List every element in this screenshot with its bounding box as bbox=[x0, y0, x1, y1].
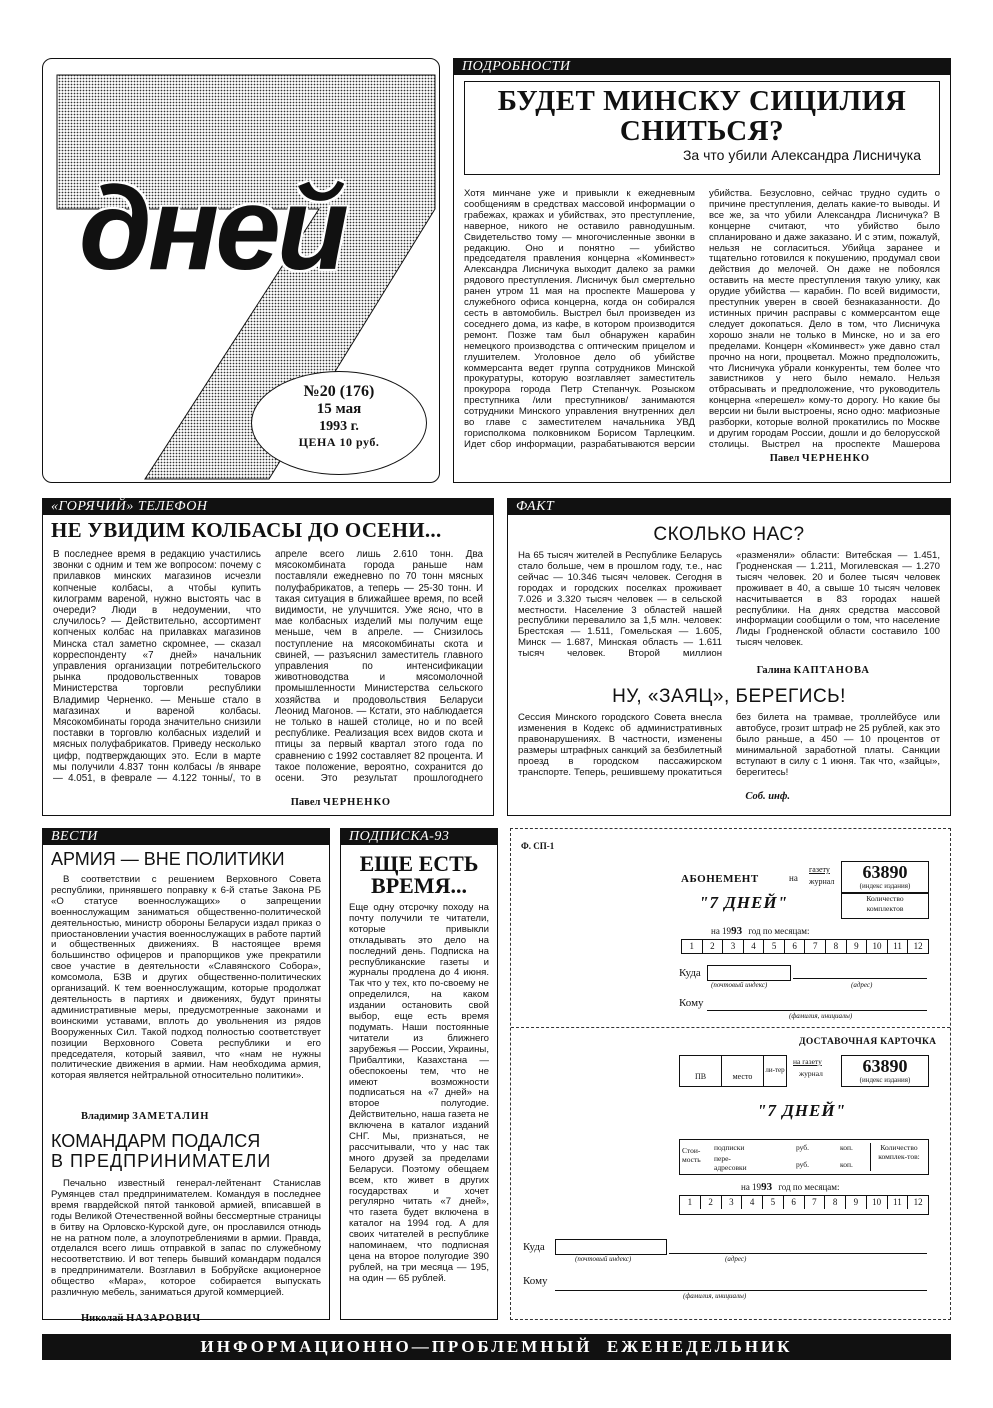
coupon-year-suffix: год по месяцам: bbox=[748, 926, 810, 936]
news-headline-2-line2: В ПРЕДПРИНИМАТЕЛИ bbox=[51, 1151, 272, 1171]
news-author1-last: ЗАМЕТАЛИН bbox=[132, 1111, 210, 1122]
delivery-month-2[interactable]: 2 bbox=[701, 1196, 722, 1209]
issue-price: ЦЕНА 10 руб. bbox=[298, 435, 380, 449]
news-body-1: В соответствии с решением Верховного Совета республики, принявшего поправку к 6-й статье Закона РБ «О статусе военнослужащих» о запрещении военнослужащим заниматься общественно-политической деятельностью, министр обороны Беларуси издал приказ о приостановлении участия военнослужащих в работе партий и общественных движениях. В настоящее время большинство офицеров и прапорщиков уже прекратили свое участие в деятельности «Славянского Собора», комсомола, БЗВ и других общественно-политических организаций. К тем военнослужащим, которые продолжат деятельность в партиях и движениях, будут приняты административные меры, предусмотренные законами и воинскими уставами, вплоть до увольнения из рядов Вооруженных Сил. Такой подход полностью соответствует позиции Верховного Совета республики и его председателя, который заявил, что «нам не нужны политические движения в армии. Нам необходима армия, которая является нейтральной относительно политики». bbox=[51, 875, 321, 1082]
lead-author-first: Павел bbox=[769, 453, 800, 464]
section-label-hotline: «ГОРЯЧИЙ» ТЕЛЕФОН bbox=[43, 499, 493, 515]
delivery-liter: ли-тер bbox=[765, 1066, 785, 1074]
news-headline-1: АРМИЯ — ВНЕ ПОЛИТИКИ bbox=[51, 849, 285, 869]
issue-year: 1993 г. bbox=[319, 419, 359, 434]
coupon-index-caption: (индекс издания) bbox=[859, 882, 911, 890]
coupon-year-row bbox=[711, 925, 809, 937]
footer-banner bbox=[42, 1334, 951, 1360]
issue-info-oval bbox=[251, 371, 427, 475]
coupon-form-code: Ф. СП-1 bbox=[521, 841, 555, 851]
delivery-year-suffix: год по месяцам: bbox=[778, 1182, 840, 1192]
delivery-card-label: ДОСТАВОЧНАЯ КАРТОЧКА bbox=[799, 1037, 937, 1047]
delivery-month-3[interactable]: 3 bbox=[722, 1196, 743, 1209]
delivery-address-field[interactable] bbox=[669, 1252, 927, 1254]
hotline-article bbox=[42, 498, 494, 816]
subscription-body: Еще одну отсрочку походу на почту получили те читатели, которые привыкли откладывать это дело на последний день. Подписка на республиканские газеты и журналы продлена до 4 июня. Так что у тех, кто по-своему не определился, на каком издании остановить свой выбор, еще есть время подумать. Наши постоянные читатели из ближнего зарубежья — России, Украины, Прибалтики, Казахстана — обеспокоены тем, что не имеют возможности подписаться на «7 дней» на второе полугодие. Действительно, наша газета не включена в каталог изданий СНГ. Мы, признаться, не рассчитывали, что у нас так много друзей за пределами Беларуси. Поэтому обещаем всем, кто живет в других государствах и хочет регулярно читать «7 дней», что газета будет включена в каталог на 1994 год. А для своих читателей в республике напоминаем, что подписная цена на второе полугодие 390 рублей, на три месяца — 195, на один — 65 рублей. bbox=[349, 903, 489, 1284]
lead-article bbox=[453, 58, 951, 483]
fact-body1-wrap bbox=[518, 551, 940, 679]
delivery-title: "7 ДНЕЙ" bbox=[757, 1101, 847, 1120]
lead-author-last: ЧЕРНЕНКО bbox=[802, 453, 870, 464]
fact-article bbox=[507, 498, 951, 816]
month-1[interactable]: 1 bbox=[682, 940, 703, 953]
delivery-month-9[interactable]: 9 bbox=[846, 1196, 867, 1209]
delivery-pv: ПВ bbox=[680, 1056, 722, 1086]
lead-byline bbox=[464, 453, 940, 464]
coupon-year-prefix: на 19 bbox=[711, 926, 732, 936]
delivery-fio-caption: (фамилия, инициалы) bbox=[683, 1292, 747, 1300]
coupon-kuda-field[interactable] bbox=[707, 965, 791, 981]
delivery-month-8[interactable]: 8 bbox=[825, 1196, 846, 1209]
delivery-month-4[interactable]: 4 bbox=[742, 1196, 763, 1209]
delivery-year-prefix: на 19 bbox=[741, 1182, 762, 1192]
month-12[interactable]: 12 bbox=[913, 941, 923, 951]
delivery-quantity-label: Количество комплек-тов: bbox=[870, 1143, 927, 1171]
delivery-address-caption: (адрес) bbox=[725, 1255, 747, 1263]
delivery-pv-box bbox=[679, 1055, 787, 1087]
coupon-na-label: на bbox=[789, 873, 798, 883]
month-11[interactable]: 11 bbox=[888, 940, 909, 953]
delivery-rub-2: руб. bbox=[796, 1160, 809, 1169]
coupon-index-value: 63890 bbox=[862, 862, 908, 882]
coupon-title: "7 ДНЕЙ" bbox=[699, 893, 789, 912]
coupon-year: 93 bbox=[731, 925, 743, 937]
subscription-article bbox=[340, 828, 498, 1320]
lead-body: Хотя минчане уже и привыкли к ежедневным сообщениям в средствах массовой информации о грабежах, кражах и убийствах, это преступление, наверное, никого не оставило равнодушным. Свидетельство тому — многочисленные звонки в редакцию. Оно и понятно — убийство председателя правления концерна «Коминвест» Александра Лисничука выходит далеко за рамки рядового преступления. Лисничук был смертельно ранен утром 11 мая на проспекте Машерова у служебного офиса концерна, когда он собирался сесть в автомобиль. Выстрел был произведен из соседнего дома, из кафе, в котором производится ремонт. Позже там был обнаружен карабин немецкого производства с оптическим прицелом и глушителем. Уголовное дело об убийстве коммерсанта ведет группа сотрудников Минской прокуратуры, которую возглавляет заместитель прокурора города Петр Степанчук. Розыском преступника /или преступников/ занимаются сотрудники Минского управления внутренних дел во главе с заместителем начальника УВД горисполкома полковником Борисом Тарлецким. Идет сбор информации, разрабатываются версии убийства. Безусловно, сейчас трудно судить о причине преступления, делать какие-то выводы. И все же, за что убили Александра Лисничука? В концерне считают, что убийство было спланировано и даже заказано. И с этим, пожалуй, нельзя не согласиться. Убийца заранее и тщательно готовился к покушению, продумал свои действия до мелочей. Он даже не побоялся оставить на месте преступления такую улику, как орудие убийства — карабин. По всей видимости, преступник уверен в своей безнаказанности. До истинных причин расправы с коммерсантом еще следует докопаться. Дело в том, что Лисничука хорошо знали не только в Минске, но и за его пределами. Концерн «Коминвест» уже давно стал прочно на ноги, процветал. Можно предположить, что Лисничука убрали конкуренты, тем более что завистников у него было немало. Нельзя отбрасывать и предположение, что руководитель концерна «перешел» кому-то дорогу. Но какие бы версии ни были выстроены, ясно одно: мафиозные разборки, которые волной прокатились по Москве и другим городам России, дошли и до белорусской столицы. Выстрел на проспекте Машерова bbox=[464, 189, 940, 450]
month-3[interactable]: 3 bbox=[723, 940, 744, 953]
news-headline-2 bbox=[51, 1131, 321, 1171]
coupon-months-grid bbox=[681, 939, 929, 954]
fact-author1-first: Галина bbox=[756, 665, 791, 676]
delivery-month-7[interactable]: 7 bbox=[805, 1196, 826, 1209]
coupon-quantity-line1: Количество bbox=[866, 894, 904, 903]
section-label-fact: ФАКТ bbox=[508, 499, 950, 515]
fact-headline-1: СКОЛЬКО НАС? bbox=[653, 524, 805, 545]
fact-body2-wrap bbox=[518, 713, 940, 823]
month-5[interactable]: 5 bbox=[764, 940, 785, 953]
section-label-news: ВЕСТИ bbox=[43, 829, 329, 845]
lead-headline-line2: СНИТЬСЯ? bbox=[619, 115, 785, 147]
delivery-kuda-field[interactable] bbox=[555, 1239, 667, 1255]
issue-date: 15 мая bbox=[316, 401, 362, 417]
delivery-cost-label: Стои-мость bbox=[682, 1146, 701, 1164]
lead-headline-line1: БУДЕТ МИНСКУ СИЦИЛИЯ bbox=[497, 85, 907, 117]
coupon-kuda-label: Куда bbox=[679, 967, 701, 979]
delivery-kuda-label: Куда bbox=[523, 1241, 545, 1253]
news-article bbox=[42, 828, 330, 1324]
footer-text: ИНФОРМАЦИОННО—ПРОБЛЕМНЫЙ ЕЖЕНЕДЕЛЬНИК bbox=[200, 1337, 793, 1356]
month-2[interactable]: 2 bbox=[703, 940, 724, 953]
coupon-zhurnal-label: журнал bbox=[809, 877, 835, 886]
coupon-quantity-line2: комплектов bbox=[866, 904, 904, 913]
news-author1-first: Владимир bbox=[81, 1111, 130, 1122]
delivery-month-6[interactable]: 6 bbox=[784, 1196, 805, 1209]
fact-byline-1 bbox=[518, 665, 940, 676]
coupon-address-field[interactable] bbox=[793, 977, 927, 979]
delivery-gazetu-label: на газету bbox=[793, 1057, 822, 1066]
delivery-komu-field[interactable] bbox=[555, 1289, 927, 1291]
delivery-year-row bbox=[741, 1181, 839, 1193]
delivery-index-caption: (индекс издания) bbox=[859, 1076, 911, 1084]
news-body-2: Печально известный генерал-лейтенант Станислав Румянцев стал предпринимателем. Командуя в последнее время гвардейской пятой танковой армией, вписавшей в годы Великой Отечественной войны бессмертные страницы в битву на Орловско-Курской дуге, он прославился отнюдь не на ратном поле, а злоупотреблениями в армии. Правда, отделался всего лишь отправкой в запас по служебному несоответствию. И вот теперь бывший командарм подался в предприниматели. Возглавил в Бобруйске акционерное общество «Мара», которое собирается выпускать различную мебель, заниматься другой коммерцией. bbox=[51, 1179, 321, 1299]
lead-subhead: За что убили Александра Лисничука bbox=[682, 147, 921, 163]
coupon-gazetu-label: газету bbox=[809, 865, 830, 874]
delivery-month-11[interactable]: 11 bbox=[888, 1196, 909, 1209]
coupon-abonement-label: АБОНЕМЕНТ bbox=[681, 873, 759, 885]
delivery-komu-label: Кому bbox=[523, 1275, 548, 1287]
month-4[interactable]: 4 bbox=[744, 940, 765, 953]
fact-byline-2: Соб. инф. bbox=[745, 791, 790, 802]
month-7[interactable]: 7 bbox=[805, 940, 826, 953]
news-author2-last: НАЗАРОВИЧ bbox=[126, 1313, 202, 1324]
news-body1-wrap bbox=[51, 875, 321, 1125]
section-label-subscription: ПОДПИСКА-93 bbox=[341, 829, 497, 845]
subscription-coupon bbox=[510, 828, 951, 1320]
delivery-mesto: место bbox=[722, 1056, 764, 1086]
delivery-index-value: 63890 bbox=[862, 1056, 908, 1076]
delivery-zhurnal-label: журнал bbox=[799, 1069, 823, 1078]
news-author2-first: Николай bbox=[81, 1313, 124, 1324]
news-byline-1 bbox=[51, 1111, 321, 1122]
coupon-index-box bbox=[841, 861, 929, 893]
delivery-month-12[interactable]: 12 bbox=[913, 1197, 923, 1207]
coupon-komu-label: Кому bbox=[679, 997, 704, 1009]
subscription-headline-line2: ВРЕМЯ... bbox=[371, 873, 467, 898]
logo-word: дней bbox=[79, 163, 345, 295]
subscription-headline bbox=[341, 853, 497, 897]
coupon-komu-field[interactable] bbox=[707, 1009, 927, 1011]
coupon-address-caption: (адрес) bbox=[851, 981, 873, 989]
hotline-byline bbox=[53, 797, 483, 808]
masthead bbox=[42, 58, 440, 483]
delivery-month-1[interactable]: 1 bbox=[680, 1196, 701, 1209]
hotline-author-first: Павел bbox=[290, 797, 321, 808]
coupon-quantity-box bbox=[841, 893, 929, 919]
delivery-podpiski-label: подписки bbox=[714, 1143, 745, 1152]
news-headline-2-line1: КОМАНДАРМ ПОДАЛСЯ bbox=[51, 1131, 261, 1151]
fact-author1-last: КАПТАНОВА bbox=[793, 665, 870, 676]
lead-headline-frame bbox=[464, 81, 940, 175]
hotline-author-last: ЧЕРНЕНКО bbox=[323, 797, 391, 808]
delivery-pereadresovki-label: пере-адресовки bbox=[714, 1154, 747, 1172]
delivery-kop-2: коп. bbox=[840, 1160, 853, 1169]
delivery-kop-1: коп. bbox=[840, 1143, 853, 1152]
coupon-cut-line bbox=[511, 1027, 950, 1028]
hotline-body: В последнее время в редакцию участились звонки с одним и тем же вопросом: почему с прилавков минских магазинов исчезли копченые колбасы, а чтобы купить килограмм вареной, нужно выстоять час в очереди? Люди в недоумении, что случилось? — Действительно, ассортимент копченых колбас на прилавках магазинов Минска стал заметно скромнее, — сказал корреспонденту «7 дней» начальник управления организации потребительского рынка продовольственных товаров Министерства торговли республики Владимир Черненко. — Меньше стало в магазинах и вареной колбасы. Мясокомбинаты города значительно снизили поставки в торговлю колбасных изделий и мясных полуфабрикатов. Приведу несколько цифр, подтверждающих это. Если в марте мы получили 4.837 тонн колбасы /в январе — 4.051, в феврале — 4.122 тонны/, то в апреле всего лишь 2.610 тонн. Два мясокомбината города раньше нам поставляли ежедневно по 70 тонн мясных полуфабрикатов, а теперь — 25-30 тонн. И такая ситуация в ближайшее время, по всей видимости, не улучшится. Уже ясно, что в мае колбасных изделий мы получим еще меньше, чем в апреле. — Снизилось поступление на мясокомбинаты скота и свиней, — разъяснил заместитель главного управления по интенсификации животноводства и мясомолочной промышленности Министерства сельского хозяйства и продовольствия Беларуси Леонид Магонов. — Кстати, это наблюдается не только в нашей столице, но и по всей республике. Реализация всех видов скота и птицы за первый квартал этого года по сравнению с 1992 составляет 82 процента. И такое положение, вероятно, сохранится до осени. Это результат прошлогоднего bbox=[53, 549, 483, 785]
delivery-index-box bbox=[841, 1055, 929, 1087]
lead-body-wrap bbox=[464, 189, 940, 467]
fact-headline-2: НУ, «ЗАЯЦ», БЕРЕГИСЬ! bbox=[612, 686, 846, 707]
hotline-body-wrap bbox=[53, 549, 483, 811]
month-10[interactable]: 10 bbox=[867, 940, 888, 953]
subscription-headline-line1: ЕЩЕ ЕСТЬ bbox=[359, 851, 479, 876]
news-body2-wrap bbox=[51, 1179, 321, 1327]
issue-number: №20 (176) bbox=[303, 383, 375, 400]
fact-body-1: На 65 тысяч жителей в Республике Беларусь стало больше, чем в прошлом году, т.е., нас сейчас — 10.346 тысяч человек. Сегодня в городах и городских поселках проживает 7.026 и 3.320 тысяч человек — в сельской местности. Население 3 областей нашей республики перевалило за 1,5 млн. человек: Брестская — 1.511, Гомельская — 1.605, Минск — 1.687, Минская область — 1.611 тысяч человек. Второй миллион «разменяли» области: Витебская — 1.451, Гродненская — 1.211, Могилевская — 1.270 тысяч человек. 20 и более тысяч человек проживает в 40, а свыше 10 тысяч человек насчитывается в 83 городах нашей республики. На днях средства массовой информации сообщили о том, что население Лиды Гродненской области составило 100 тысяч человек. bbox=[518, 551, 940, 660]
delivery-cost-box bbox=[679, 1139, 929, 1175]
delivery-month-5[interactable]: 5 bbox=[763, 1196, 784, 1209]
coupon-postal-index-caption: (почтовый индекс) bbox=[711, 981, 768, 989]
month-6[interactable]: 6 bbox=[785, 940, 806, 953]
fact-body-2: Сессия Минского городского Совета внесла изменения в Кодекс об административных правонарушениях. В частности, изменены размеры штрафных санкций за безбилетный проезд в городском пассажирском транспорте. Теперь, решившему прокатиться без билета на трамвае, троллейбусе или автобусе, грозит штраф не 25 рублей, как это было раньше, а 450 — 10 процентов от минимальной заработной платы. Санкции вступают в силу с 1 июня. Так что, «зайцы», берегитесь! bbox=[518, 713, 940, 778]
hotline-headline: НЕ УВИДИМ КОЛБАСЫ ДО ОСЕНИ... bbox=[51, 518, 442, 542]
delivery-rub-1: руб. bbox=[796, 1143, 809, 1152]
coupon-fio-caption: (фамилия, инициалы) bbox=[789, 1012, 853, 1020]
delivery-months-grid bbox=[679, 1195, 929, 1215]
news-byline-2 bbox=[51, 1313, 321, 1324]
delivery-year: 93 bbox=[761, 1181, 773, 1193]
month-8[interactable]: 8 bbox=[826, 940, 847, 953]
delivery-month-10[interactable]: 10 bbox=[867, 1196, 888, 1209]
section-label-podrobnosti: ПОДРОБНОСТИ bbox=[454, 59, 950, 75]
delivery-postal-index-caption: (почтовый индекс) bbox=[575, 1255, 632, 1263]
month-9[interactable]: 9 bbox=[847, 940, 868, 953]
